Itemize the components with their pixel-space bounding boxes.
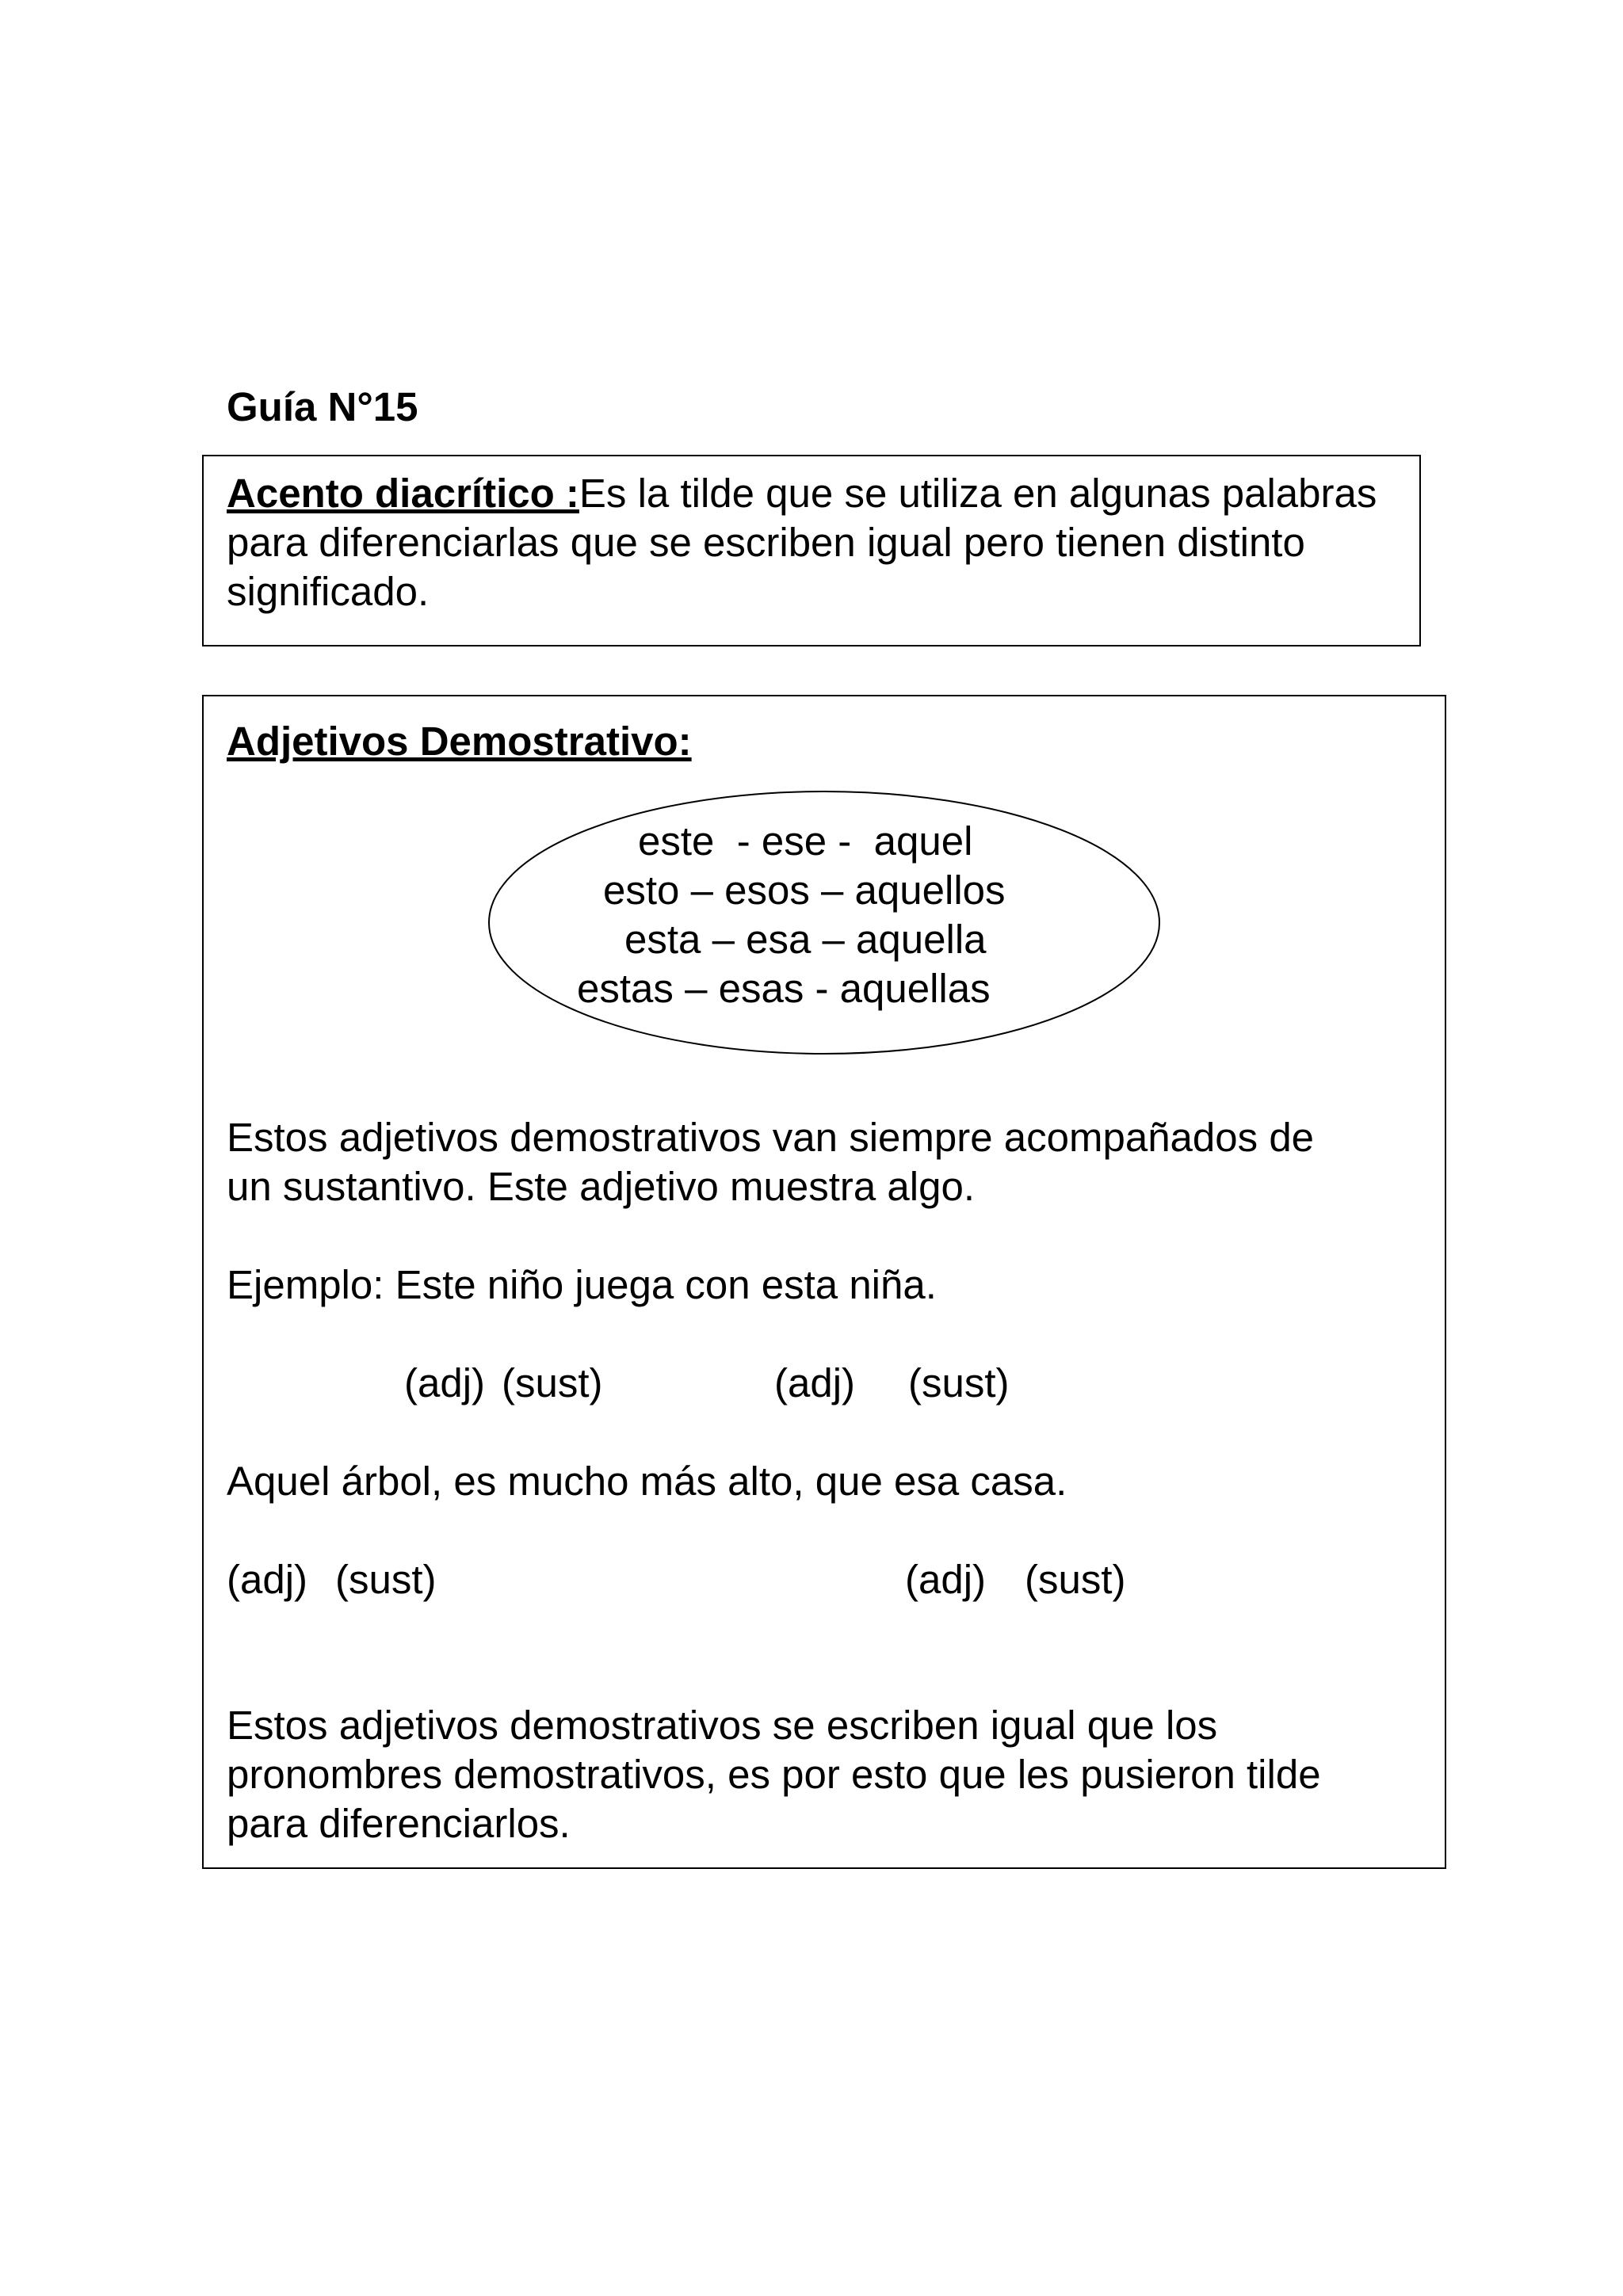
example-1-label-sust-2: (sust) (908, 1360, 1010, 1405)
page-title: Guía N°15 (227, 384, 418, 429)
example-2-label-adj-2: (adj) (905, 1557, 987, 1602)
example-2-label-sust-1: (sust) (335, 1557, 437, 1602)
paragraph-2-line-1: Estos adjetivos demostrativos se escriben igual que los (227, 1703, 1218, 1748)
example-1-label-sust-1: (sust) (502, 1360, 603, 1405)
definition-body: Es la tilde que se utiliza en algunas palabras para diferenciarlas que se escriben igual pero tienen distinto significado. (227, 471, 1377, 614)
paragraph-1-line-1: Estos adjetivos demostrativos van siempre acompañados de (227, 1115, 1315, 1160)
adjectives-heading: Adjetivos Demostrativo: (227, 719, 692, 764)
definition-text (227, 469, 1407, 616)
ellipse-line-3: esta – esa – aquella (624, 917, 987, 962)
example-1-label-adj-2: (adj) (774, 1360, 856, 1405)
paragraph-1-line-2: un sustantivo. Este adjetivo muestra algo. (227, 1164, 976, 1209)
ellipse-line-1: este - ese - aquel (638, 818, 973, 864)
example-2-label-adj-1: (adj) (227, 1557, 308, 1602)
example-1-sentence: Ejemplo: Este niño juega con esta niña. (227, 1262, 937, 1307)
paragraph-2-line-2: pronombres demostrativos, es por esto que les pusieron tilde (227, 1752, 1321, 1797)
ellipse-line-4: estas – esas - aquellas (577, 966, 991, 1011)
ellipse-line-2: esto – esos – aquellos (603, 868, 1006, 913)
definition-term: Acento diacrítico : (227, 471, 579, 516)
example-2-sentence: Aquel árbol, es mucho más alto, que esa casa. (227, 1459, 1067, 1504)
example-2-label-sust-2: (sust) (1025, 1557, 1126, 1602)
paragraph-2-line-3: para diferenciarlos. (227, 1801, 571, 1846)
example-1-label-adj-1: (adj) (404, 1360, 486, 1405)
